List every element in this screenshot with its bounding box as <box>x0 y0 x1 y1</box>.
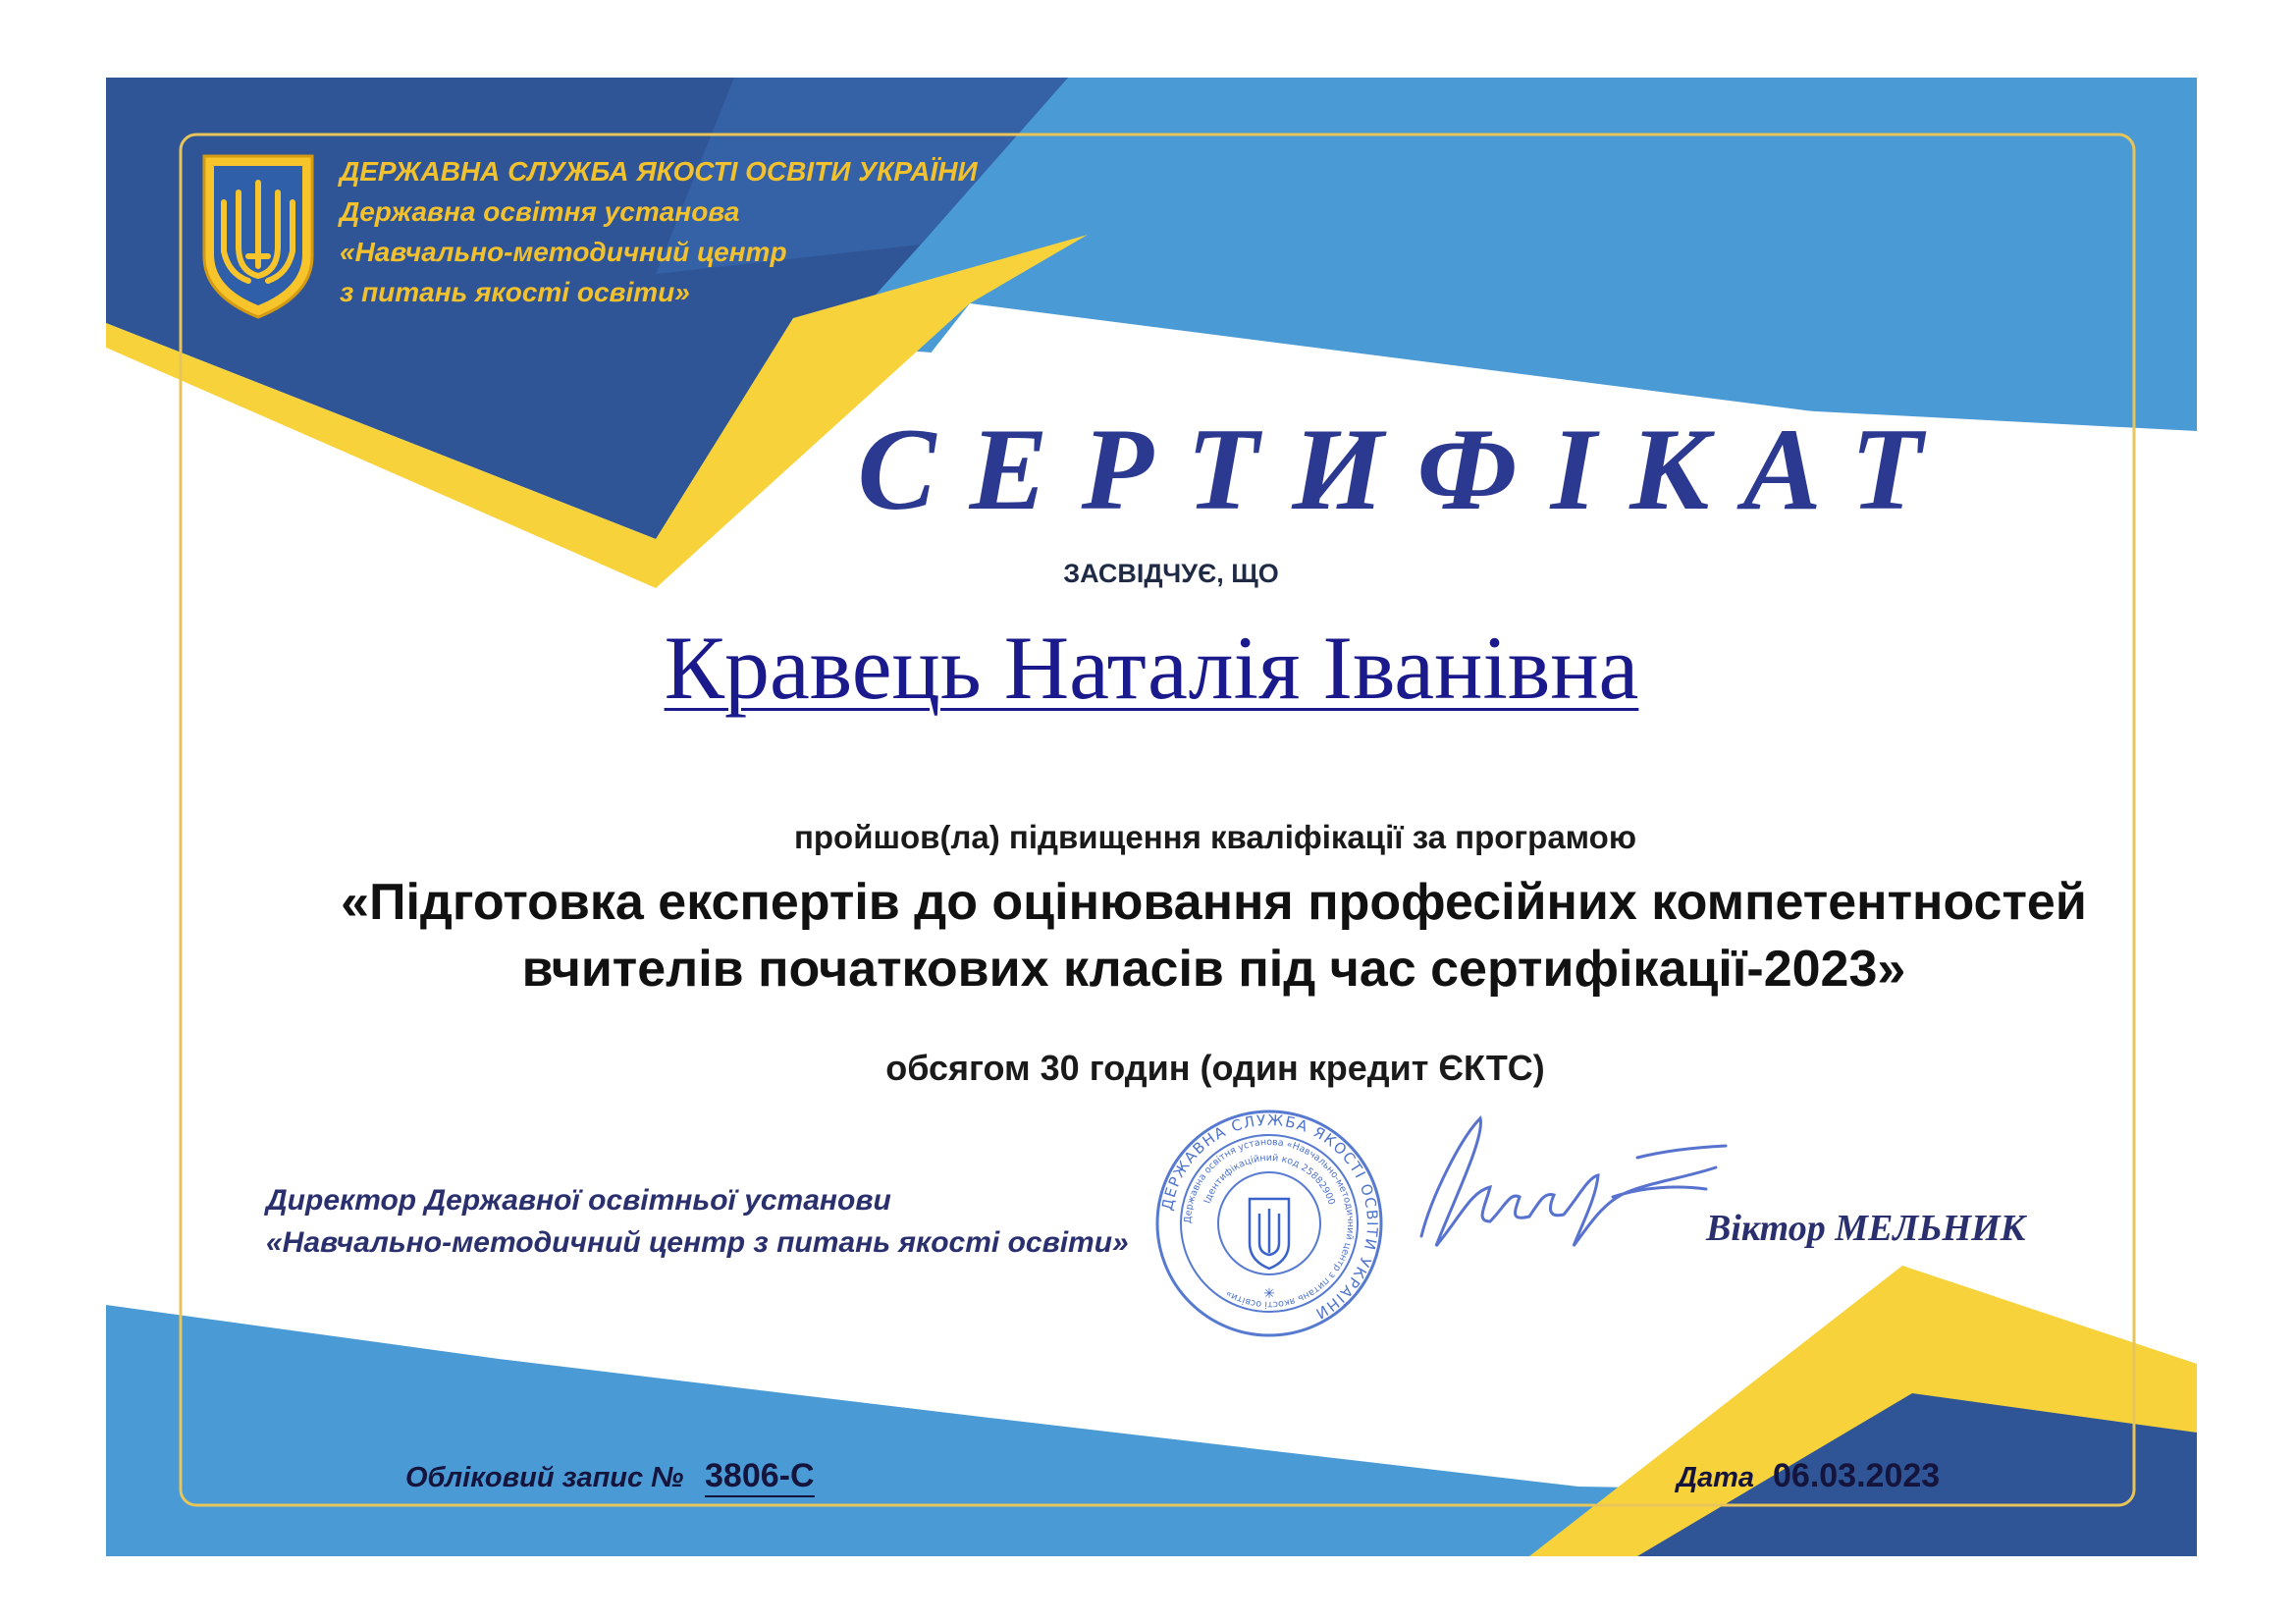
certificate <box>106 78 2197 1556</box>
stamp-inner-text: Державна освітня установа «Навчально-методичний центр з питань якості освіти» <box>1182 1136 1357 1311</box>
official-stamp <box>1151 1106 1387 1341</box>
issue-date: 06.03.2023 <box>1773 1457 1941 1494</box>
org-name-line-3: «Навчально-методичний центр <box>340 237 787 267</box>
org-name-line-4: з питань якості освіти» <box>340 277 690 307</box>
completion-statement: пройшов(ла) підвищення кваліфікації за програмою <box>793 819 1637 855</box>
recipient-name: Кравець Наталія Іванівна <box>664 618 1639 718</box>
director-position-line-1: Директор Державної освітньої установи <box>266 1184 891 1217</box>
certifies-label: ЗАСВІДЧУЄ, ЩО <box>1063 559 1279 588</box>
signatory-name: Віктор МЕЛЬНИК <box>1706 1208 2026 1249</box>
org-name-line-1: ДЕРЖАВНА СЛУЖБА ЯКОСТІ ОСВІТИ УКРАЇНИ <box>340 156 978 187</box>
record-label: Обліковий запис № <box>405 1462 684 1493</box>
certificate-title: СЕРТИФІКАТ <box>857 404 1956 534</box>
program-title-line-2: вчителів початкових класів під час сертифікації-2023» <box>521 941 1906 998</box>
course-volume: обсягом 30 годин (один кредит ЄКТС) <box>885 1048 1545 1088</box>
stamp-outer-text: ДЕРЖАВНА СЛУЖБА ЯКОСТІ ОСВІТИ УКРАЇНИ <box>1157 1110 1382 1324</box>
record-number: 3806-С <box>705 1457 815 1497</box>
ukraine-trident-shield-icon <box>194 148 322 325</box>
svg-text:✳: ✳ <box>1263 1285 1275 1301</box>
org-name-line-2: Державна освітня установа <box>340 196 740 227</box>
date-label: Дата <box>1677 1462 1754 1493</box>
stamp-code-text: Ідентифікаційний код 25882900 <box>1201 1152 1337 1207</box>
director-position-line-2: «Навчально-методичний центр з питань якості освіти» <box>266 1226 1129 1259</box>
program-title-line-1: «Підготовка експертів до оцінювання професійних компетентностей <box>341 874 2087 931</box>
